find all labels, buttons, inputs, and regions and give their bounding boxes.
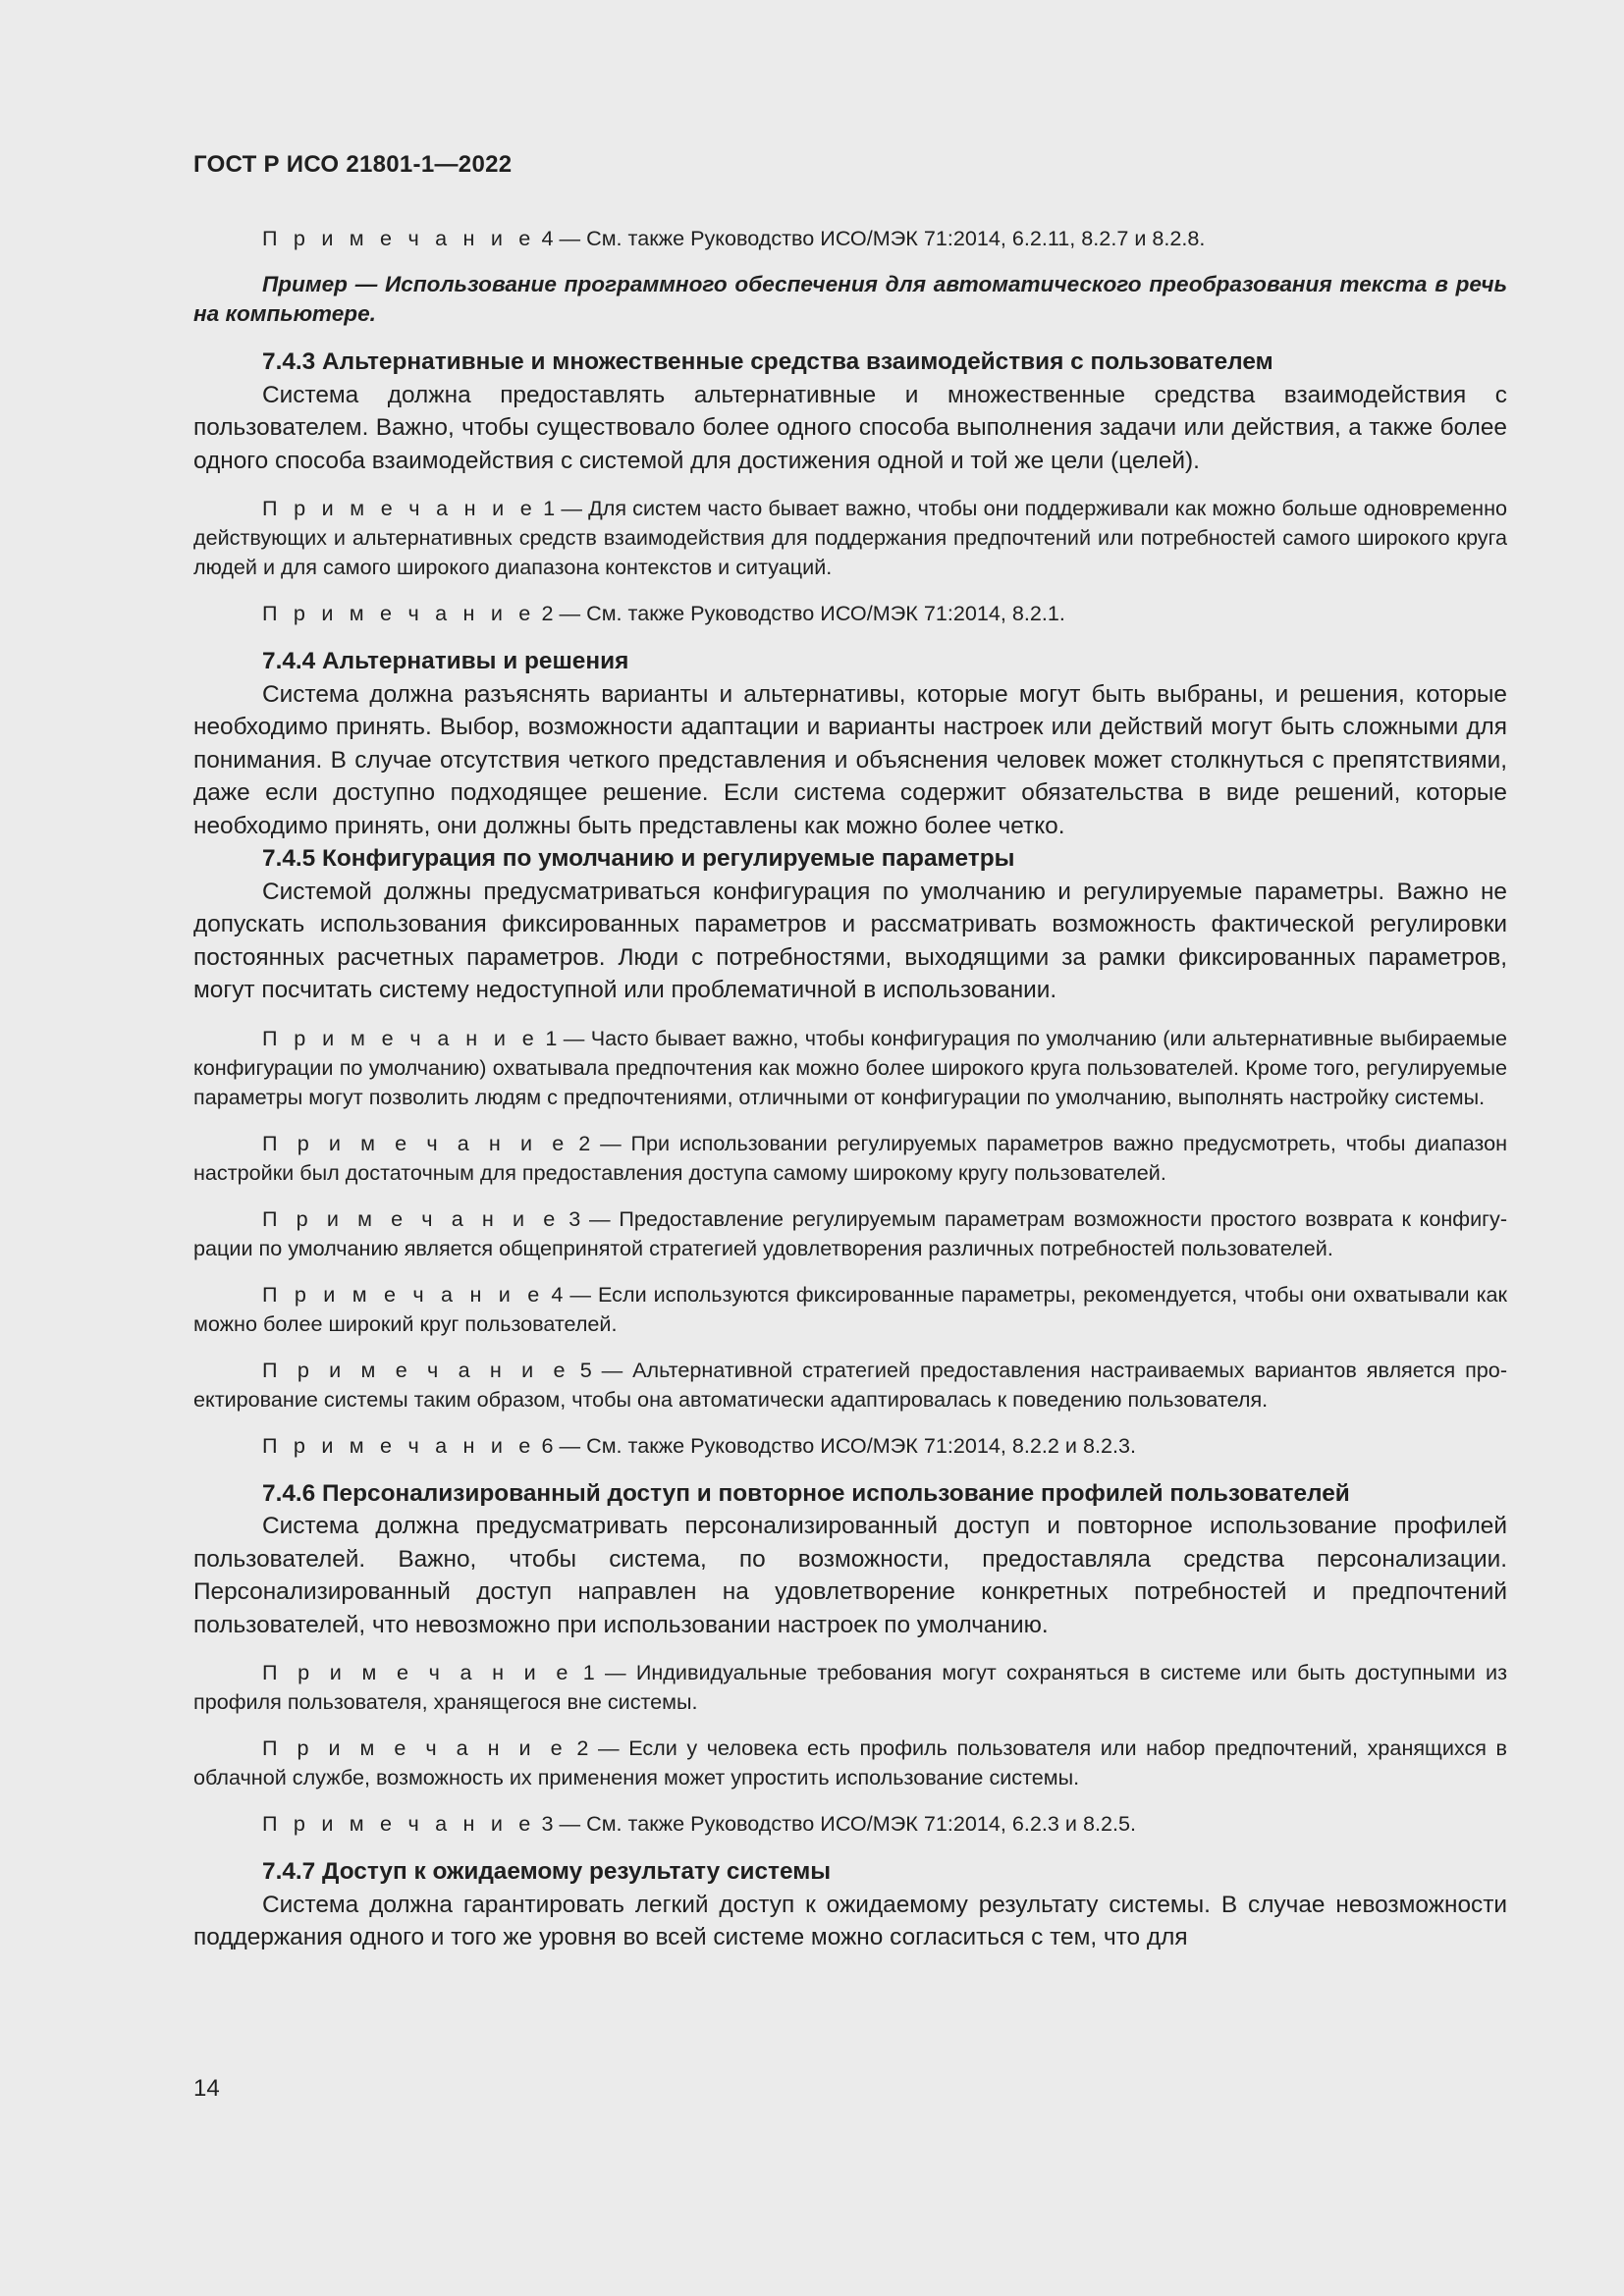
note-1: П р и м е ч а н и е 1 — Часто бывает важно, чтобы конфигурация по умолчанию (или альтернативные выбираемые конфигурации по умолчанию) охватывала предпочтения как можно более широкого круга пользователей. Кроме того, регулируемые параметры могут позволить людям с предпочтениями, отличными от конфигурации по умолчанию, выполнять настройку системы. [193,1025,1507,1109]
document-header: ГОСТ Р ИСО 21801-1—2022 [193,151,513,178]
section-heading-7-4-4: 7.4.4 Альтернативы и решения [262,648,629,674]
note-6: П р и м е ч а н и е 6 — См. также Руководство ИСО/МЭК 71:2014, 8.2.2 и 8.2.3. [262,1432,1136,1458]
section-heading-7-4-6: 7.4.6 Персонализированный доступ и повторное использование профилей пользователей [262,1479,1350,1507]
paragraph: Система должна предоставлять альтернативные и множественные средства взаимодействия с пользователем. Важно, чтобы существовало более одного способа выполнения задачи или действия, а также более одного способа взаимодействия с системой для достижения одной и той же цели (целей). [193,381,1507,474]
note-1: П р и м е ч а н и е 1 — Для систем часто бывает важно, чтобы они поддерживали как можно больше одновременно действующих и альтернативных средств взаимодействия для поддержания предпочтений или потребностей самого широкого круга людей и для самого широкого диапазона контекстов и ситуаций. [193,496,1507,579]
paragraph: Системой должны предусматриваться конфигурация по умолчанию и регулируемые параметры. Важно не допускать использования фиксированных параметров и рассматривать возможность фактической регулировки постоянных расчетных параметров. Люди с потребностями, выходящими за рамки фиксированных параметров, могут посчитать систему недоступной или проблематичной в использовании. [193,878,1507,1003]
paragraph: Система должна разъяснять варианты и альтернативы, которые могут быть выбраны, и решения, которые необходимо принять. Выбор, возможности адаптации и варианты настроек или действий могут быть сложными для понимания. В случае отсутствия четкого представления и объяснения человек может столкнуться с препятствиями, даже если доступно подходящее решение. Если система содержит обязательства в виде решений, которые необходимо принять, они должны быть представлены как можно более четко. [193,680,1507,839]
section-heading-7-4-7: 7.4.7 Доступ к ожидаемому результату системы [262,1858,832,1885]
document-body [193,224,1507,1954]
note-2: П р и м е ч а н и е 2 — При использовании регулируемых параметров важно предусмотреть, чтобы диапазон настройки был достаточным для предоставления доступа самому широкому кругу пользователей. [193,1130,1508,1185]
note-2: П р и м е ч а н и е 2 — См. также Руководство ИСО/МЭК 71:2014, 8.2.1. [262,601,1065,625]
note-1: П р и м е ч а н и е 1 — Индивидуальные требования могут сохраняться в системе или быть доступными из профиля пользователя, хранящегося вне системы. [193,1660,1508,1714]
section-heading-7-4-5: 7.4.5 Конфигурация по умолчанию и регулируемые параметры [262,845,1015,872]
note-3: П р и м е ч а н и е 3 — Предоставление регулируемым параметрам возможности простого возврата к конфигурации по умолчанию является общепринятой стратегией удовлетворения различных потребностей пользователей. [193,1205,1508,1260]
note-3: П р и м е ч а н и е 3 — См. также Руководство ИСО/МЭК 71:2014, 6.2.3 и 8.2.5. [262,1811,1136,1836]
note-4: П р и м е ч а н и е 4 — Если используются фиксированные параметры, рекомендуется, чтобы они охватывали как можно более широкий круг пользователей. [193,1281,1507,1336]
note-5: П р и м е ч а н и е 5 — Альтернативной стратегией предоставления настраиваемых вариантов является проектирование системы таким образом, чтобы она автоматически адаптировалась к поведению пользователя. [193,1357,1508,1412]
paragraph: Система должна предусматривать персонализированный доступ и повторное использование профилей пользователей. Важно, чтобы система, по возможности, предоставляла средства персонализации. Персонализированный доступ направлен на удовлетворение конкретных потребностей и предпочтений пользователей, что невозможно при использовании настроек по умолчанию. [193,1513,1507,1638]
note-2: П р и м е ч а н и е 2 — Если у человека есть профиль пользователя или набор предпочтений, хранящихся в облачной службе, возможность их применения может упростить использование системы. [193,1735,1507,1789]
paragraph: Система должна гарантировать легкий доступ к ожидаемому результату системы. В случае невозможности поддержания одного и того же уровня во всей системе можно согласиться с тем, что для [193,1891,1507,1950]
page-number: 14 [193,2075,220,2102]
example: Пример — Использование программного обеспечения для автоматического преобразования текста в речь на компьютере. [193,272,1507,326]
note-4: П р и м е ч а н и е 4 — См. также Руководство ИСО/МЭК 71:2014, 6.2.11, 8.2.7 и 8.2.8. [262,226,1206,250]
section-heading-7-4-3: 7.4.3 Альтернативные и множественные средства взаимодействия с пользователем [262,348,1273,375]
